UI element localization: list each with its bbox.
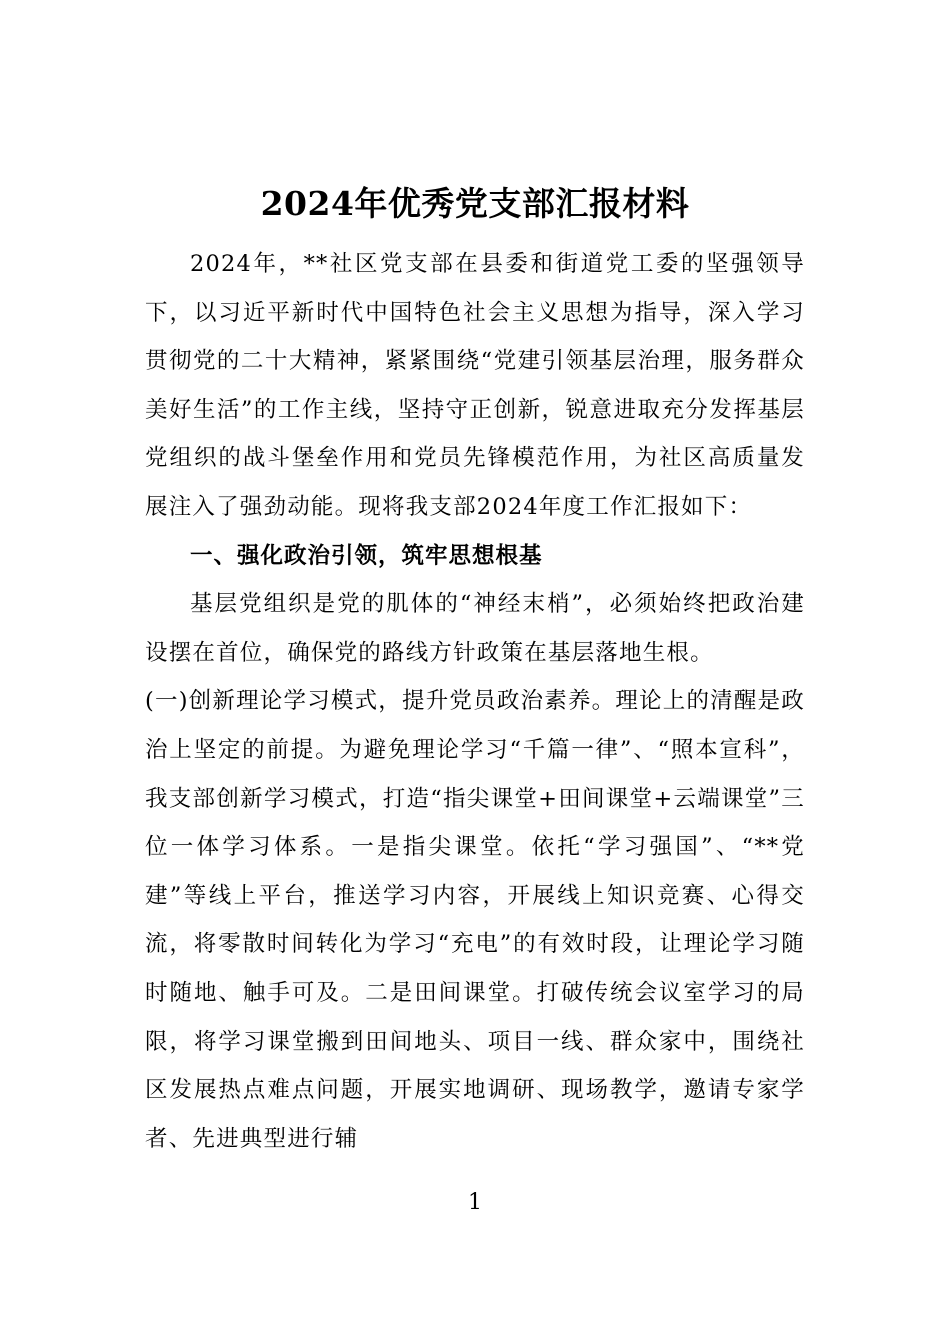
subsection-paragraph: (一)创新理论学习模式，提升党员政治素养。理论上的清醒是政治上坚定的前提。为避免理论学习“千篇一律”、“照本宣科”，我支部创新学习模式，打造“指尖课堂+田间课堂+云端课堂”三位一体学习体系。一是指尖课堂。依托“学习强国”、“**党建”等线上平台，推送学习内容，开展线上知识竞赛、心得交流，将零散时间转化为学习“充电”的有效时段，让理论学习随时随地、触手可及。二是田间课堂。打破传统会议室学习的局限，将学习课堂搬到田间地头、项目一线、群众家中，围绕社区发展热点难点问题，开展实地调研、现场教学，邀请专家学者、先进典型进行辅	[145, 688, 805, 1152]
intro-paragraph: 2024年，**社区党支部在县委和街道党工委的坚强领导下，以习近平新时代中国特色社会主义思想为指导，深入学习贯彻党的二十大精神，紧紧围绕“党建引领基层治理，服务群众美好生活”的工作主线，坚持守正创新，锐意进取充分发挥基层党组织的战斗堡垒作用和党员先锋模范作用，为社区高质量发展注入了强劲动能。现将我支部2024年度工作汇报如下：	[145, 251, 805, 520]
section-heading: 一、强化政治引领，筑牢思想根基	[190, 542, 543, 569]
page-number: 1	[468, 1190, 482, 1215]
document-body	[145, 240, 805, 1163]
document-title: 2024年优秀党支部汇报材料	[260, 184, 690, 223]
body-paragraph: 基层党组织是党的肌体的“神经末梢”，必须始终把政治建设摆在首位，确保党的路线方针政策在基层落地生根。	[145, 591, 805, 666]
